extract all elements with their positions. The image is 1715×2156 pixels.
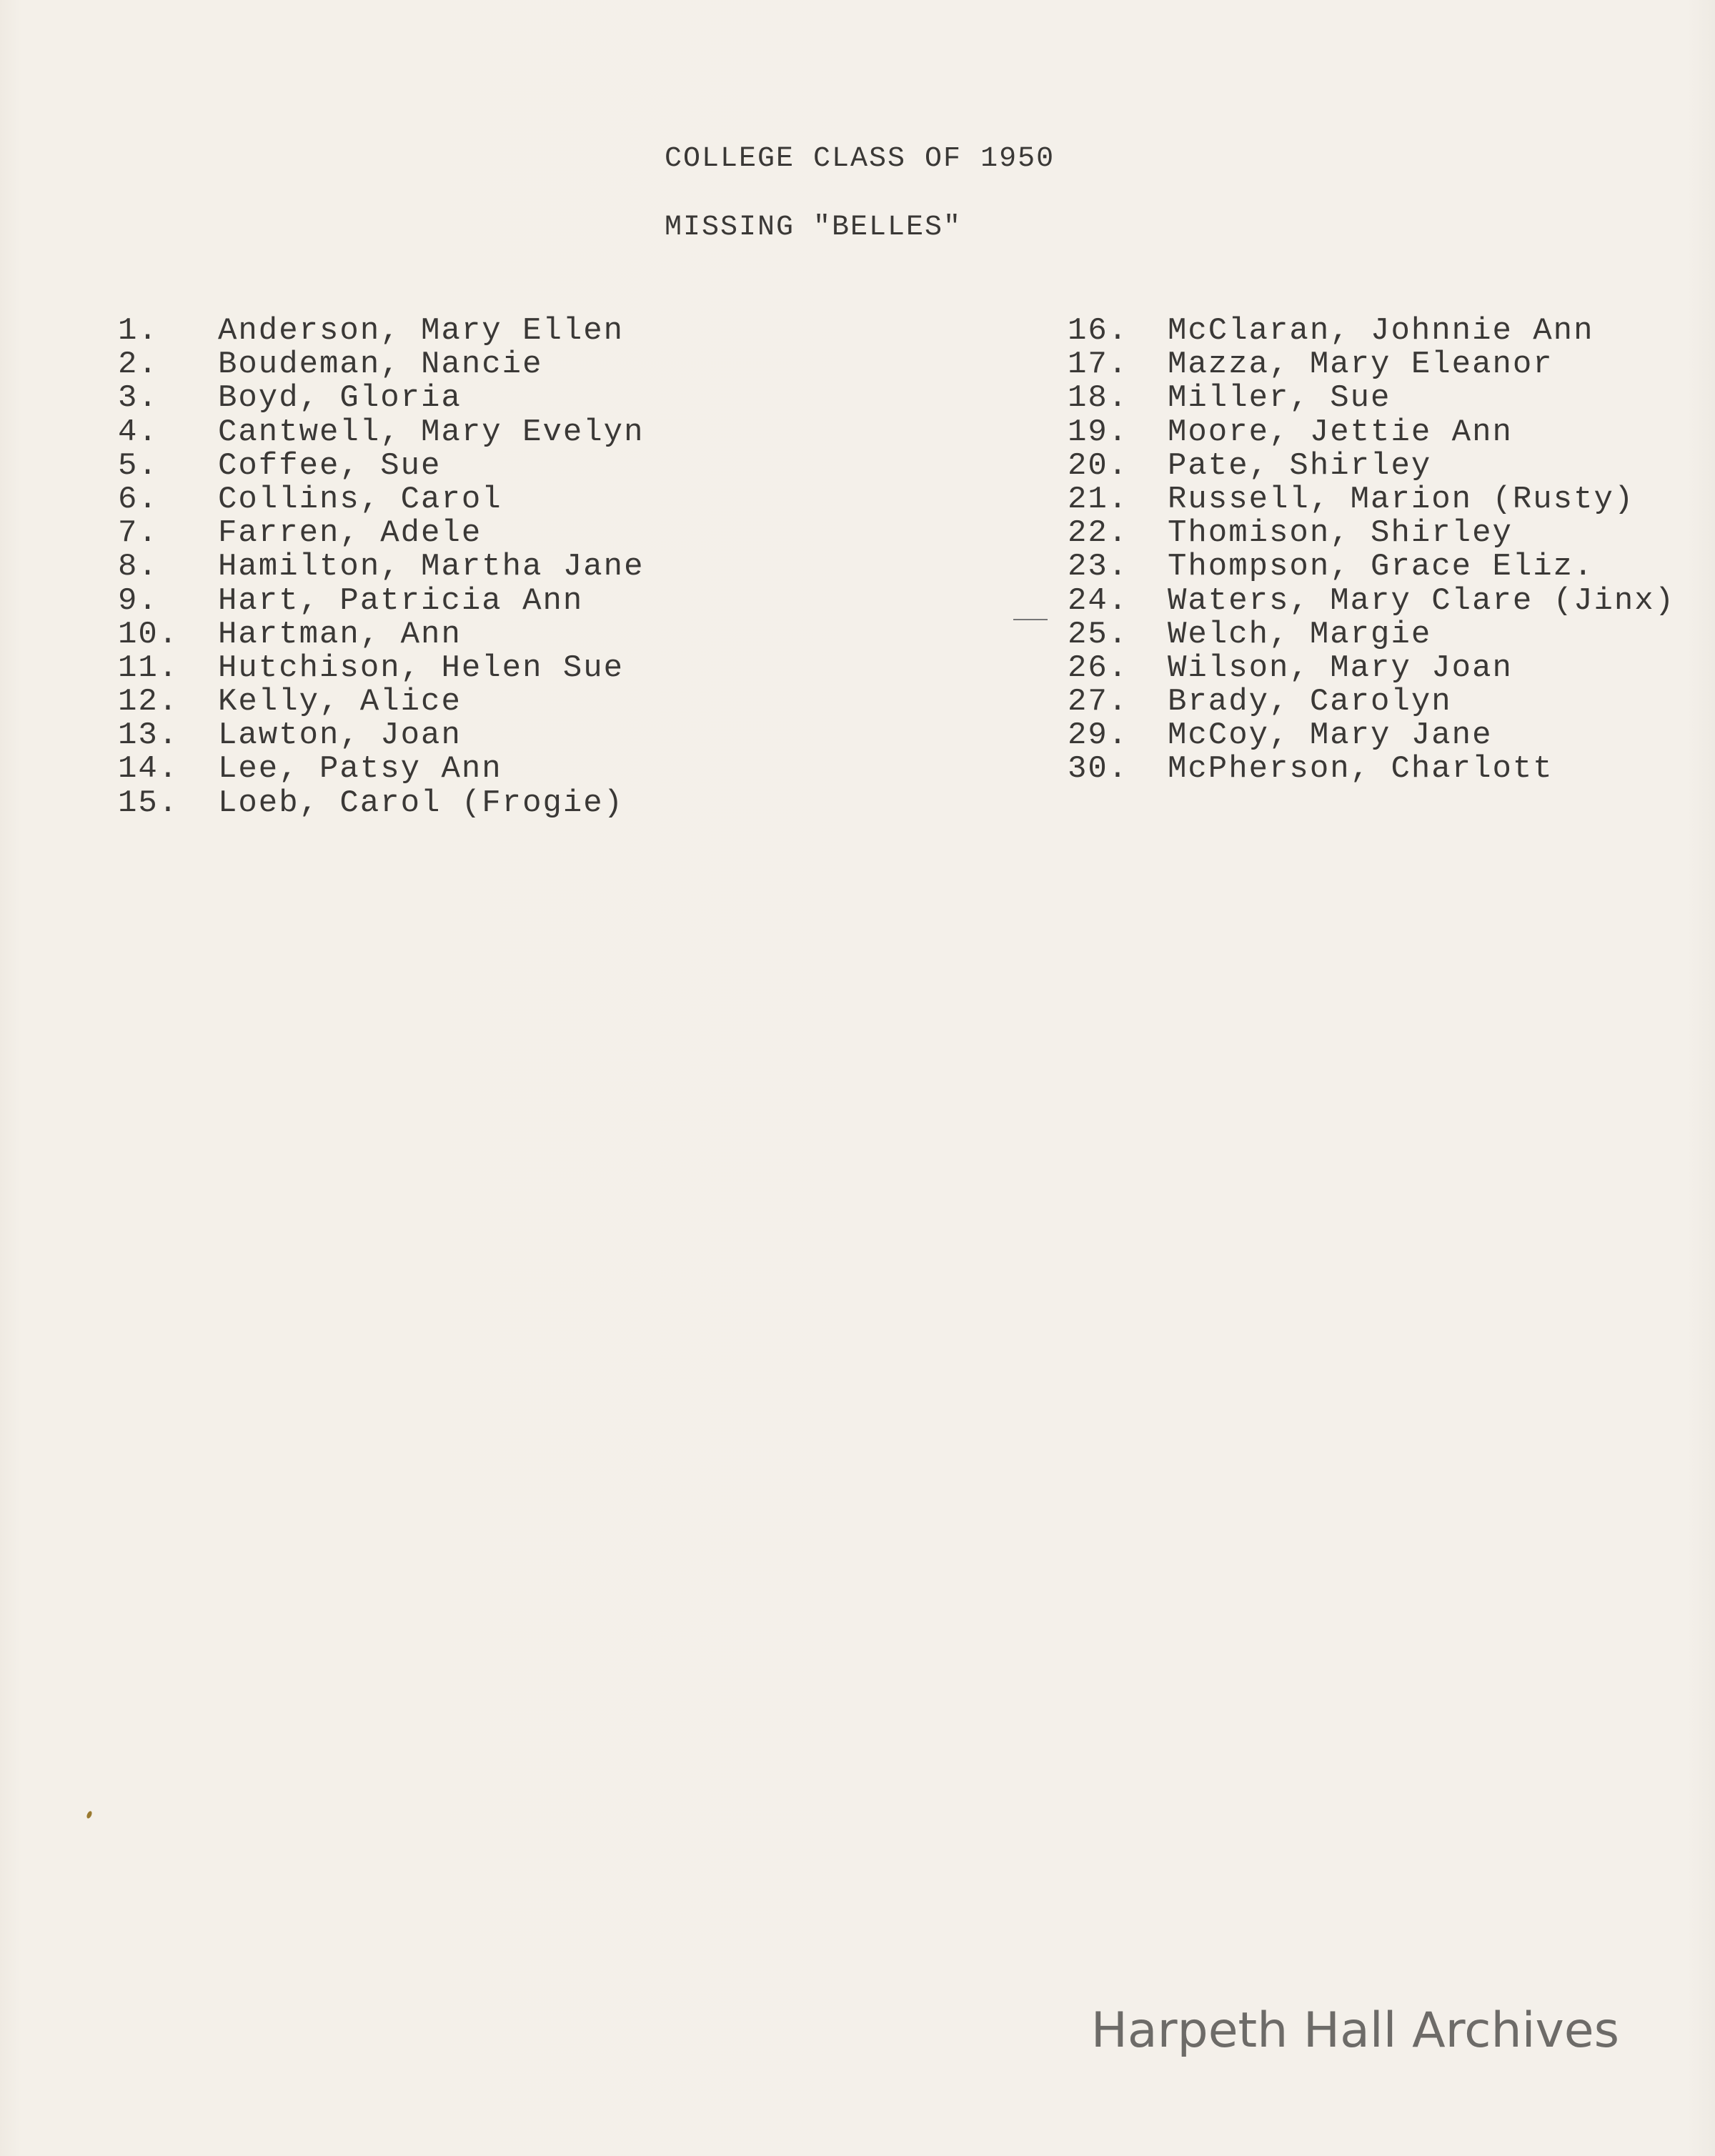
list-item-name: Brady, Carolyn bbox=[1168, 684, 1452, 720]
list-item-number: 20. bbox=[1068, 447, 1129, 484]
list-item-number: 23. bbox=[1068, 549, 1129, 585]
list-item-name: Boyd, Gloria bbox=[218, 380, 462, 417]
list-item-number: 22. bbox=[1068, 515, 1129, 552]
list-item-number: 21. bbox=[1068, 481, 1129, 517]
list-item-name: Hutchison, Helen Sue bbox=[218, 650, 625, 686]
list-item-number: 27. bbox=[1068, 684, 1129, 720]
list-item-number: 13. bbox=[118, 717, 179, 754]
list-item-name: Russell, Marion (Rusty) bbox=[1168, 481, 1635, 517]
list-item-name: Pate, Shirley bbox=[1168, 447, 1432, 484]
list-item-number: 14. bbox=[118, 751, 179, 788]
list-item-name: Mazza, Mary Eleanor bbox=[1168, 347, 1554, 383]
document-title: COLLEGE CLASS OF 1950 bbox=[665, 143, 1055, 175]
list-item-number: 10. bbox=[118, 616, 179, 652]
list-item-number: 25. bbox=[1068, 616, 1129, 652]
list-item-name: McPherson, Charlott bbox=[1168, 751, 1554, 788]
list-item-number: 3. bbox=[118, 380, 159, 417]
list-item-name: Boudeman, Nancie bbox=[218, 347, 543, 383]
list-item-number: 11. bbox=[118, 650, 179, 686]
list-item-number: 7. bbox=[118, 515, 159, 552]
list-item-name: Coffee, Sue bbox=[218, 447, 442, 484]
list-item-name: Loeb, Carol (Frogie) bbox=[218, 785, 625, 821]
list-item-number: 17. bbox=[1068, 347, 1129, 383]
list-item-number: 24. bbox=[1068, 582, 1129, 619]
list-item-name: Waters, Mary Clare (Jinx) bbox=[1168, 582, 1676, 619]
list-item-number: 8. bbox=[118, 549, 159, 585]
paper-speck bbox=[86, 1810, 93, 1819]
list-item-name: Miller, Sue bbox=[1168, 380, 1391, 417]
list-item-number: 1. bbox=[118, 313, 159, 349]
list-item-number: 4. bbox=[118, 414, 159, 450]
list-item-name: Hartman, Ann bbox=[218, 616, 462, 652]
document-subtitle: MISSING "BELLES" bbox=[665, 212, 963, 244]
list-item-number: 26. bbox=[1068, 650, 1129, 686]
stray-pen-mark bbox=[1013, 619, 1048, 620]
list-item-name: Cantwell, Mary Evelyn bbox=[218, 414, 645, 450]
list-item-number: 19. bbox=[1068, 414, 1129, 450]
list-item-name: Hamilton, Martha Jane bbox=[218, 549, 645, 585]
list-item-number: 2. bbox=[118, 347, 159, 383]
list-item-number: 15. bbox=[118, 785, 179, 821]
list-item-name: McCoy, Mary Jane bbox=[1168, 717, 1493, 754]
list-item-name: Kelly, Alice bbox=[218, 684, 462, 720]
list-item-name: Collins, Carol bbox=[218, 481, 502, 517]
list-item-name: Moore, Jettie Ann bbox=[1168, 414, 1513, 450]
list-item-number: 5. bbox=[118, 447, 159, 484]
list-item-name: Hart, Patricia Ann bbox=[218, 582, 584, 619]
list-item-name: Lee, Patsy Ann bbox=[218, 751, 502, 788]
archive-watermark: Harpeth Hall Archives bbox=[1090, 2002, 1619, 2059]
list-item-name: Lawton, Joan bbox=[218, 717, 462, 754]
list-item-number: 18. bbox=[1068, 380, 1129, 417]
list-item-number: 12. bbox=[118, 684, 179, 720]
list-item-number: 16. bbox=[1068, 313, 1129, 349]
list-item-number: 6. bbox=[118, 481, 159, 517]
list-item-name: McClaran, Johnnie Ann bbox=[1168, 313, 1594, 349]
list-item-name: Thomison, Shirley bbox=[1168, 515, 1513, 552]
list-item-number: 30. bbox=[1068, 751, 1129, 788]
list-item-number: 29. bbox=[1068, 717, 1129, 754]
list-item-name: Wilson, Mary Joan bbox=[1168, 650, 1513, 686]
list-item-number: 9. bbox=[118, 582, 159, 619]
list-item-name: Farren, Adele bbox=[218, 515, 482, 552]
list-item-name: Anderson, Mary Ellen bbox=[218, 313, 625, 349]
list-item-name: Thompson, Grace Eliz. bbox=[1168, 549, 1594, 585]
list-item-name: Welch, Margie bbox=[1168, 616, 1432, 652]
